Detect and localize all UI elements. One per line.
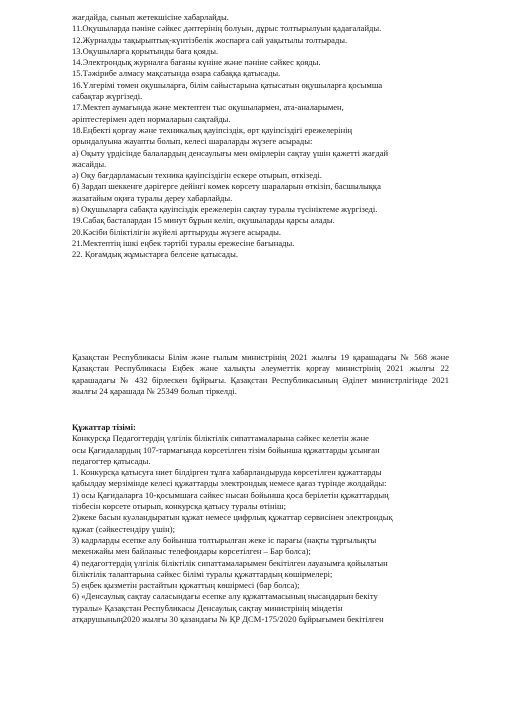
documents-line: мекенжайы мен байланыс телефондары көрсетілген – Бар болса);	[72, 546, 311, 557]
list-item: 18.Еңбекті қорғау және техникалық қауіпсіздік, өрт қауіпсіздігі ережелерінің	[72, 124, 353, 135]
list-item: 15.Тәжірибе алмасу мақсатында өзара сабаққа қатысады.	[72, 68, 281, 79]
list-item: жасайды.	[72, 158, 107, 169]
documents-line: педагогтер қатысады.	[72, 455, 151, 466]
legal-note: Қазақстан Республикасы Білім және ғылым министрінің 2021 жылғы 19 қарашадағы № 568 және Қазақстан Республикасы Еңбек және халықты әлеуметтік қорғау министрінің 2021 жылғы 22 қарашадағы № 432 бірлескен бұйрығы. Қазақстан Республикасының Әділет министрлігінде 2021 жылғы 24 қарашада № 25349 болып тіркелді.	[72, 352, 449, 396]
list-item: б) Зардап шеккенге дәрігерге дейінгі көмек көрсету шараларын өткізіп, басшылыққа	[72, 181, 381, 192]
documents-line: 4) педагогтердің үлгілік біліктілік сипаттамаларымен бекітілген лауазымға қойылатын	[72, 557, 388, 568]
documents-line: 1. Конкурсқа қатысуға ниет білдірген тұлға хабарландыруда көрсетілген құжаттарды	[72, 467, 382, 478]
documents-line: біліктілік талаптарына сәйкес білімі туралы құжаттардың көшірмелері;	[72, 568, 333, 579]
list-item: 21.Мектептің ішкі еңбек тәртібі туралы ережесіне бағынады.	[72, 237, 295, 248]
list-item: 13.Оқушыларға қорытынды баға қояды.	[72, 45, 219, 56]
list-item: орындалуына жауапты болып, келесі шараларды жүзеге асырады:	[72, 136, 313, 147]
list-item: 12.Журналды тақырыптық-күнтізбелік жоспарға сай уақытылы толтырады.	[72, 34, 348, 45]
documents-line: 3) кадрларды есепке алу бойынша толтырылған жеке іс парағы (нақты тұрғылықты	[72, 534, 377, 545]
list-item: 17.Мектеп аумағында және мектептен тыс оқушылармен, ата-аналарымен,	[72, 102, 344, 113]
list-item: ә) Оқу бағдарламасын техника қауіпсіздігін ескере отырып, өткізеді.	[72, 170, 322, 181]
documents-line: қабылдау мерзімінде келесі құжаттарды электрондық немесе қағаз түрінде жолдайды:	[72, 478, 387, 489]
duties-list	[72, 12, 452, 261]
list-item: жазатайым оқиға туралы дереу хабарлайды.	[72, 192, 233, 203]
documents-line: туралы» Қазақстан Республикасы Денсаулық сақтау министрінің міндетін	[72, 602, 343, 613]
list-item: жағдайда, сынып жетекшісіне хабарлайды.	[72, 12, 229, 22]
documents-line: 6) «Денсаулық сақтау саласындағы есепке алу құжаттамасының нысандарын бекіту	[72, 591, 378, 602]
list-item: 22. Қоғамдық жұмыстарға белсене қатысады.	[72, 249, 238, 260]
list-item: 16.Үлгерімі төмен оқушыларға, білім сайыстарына қатысатын оқушыларға қосымша	[72, 79, 383, 90]
documents-line: құжат (сәйкестендіру үшін);	[72, 523, 175, 534]
documents-line: тізбесін көрсете отырып, конкурсқа қатысу туралы өтініш;	[72, 501, 286, 512]
list-item: әріптестерімен әдеп нормаларын сақтайды.	[72, 113, 231, 124]
list-item: 14.Электрондық журналға бағаны күніне және пәніне сәйкес қояды.	[72, 57, 321, 68]
list-item: в) Оқушыларға сабақта қауіпсіздік ережелерін сақтау туралы түсініктеме жүргізеді.	[72, 204, 378, 215]
documents-line: 2)жеке басын куәландыратын құжат немесе цифрлық құжаттар сервисінен электрондық	[72, 512, 393, 523]
legal-note-section	[72, 352, 452, 397]
list-item: 11.Оқушыларда пәніне сәйкес дәптерінің болуын, дұрыс толтырылуын қадағалайды.	[72, 23, 382, 34]
list-item: 20.Кәсіби біліктілігін жүйелі арттыруды жүзеге асырады.	[72, 226, 282, 237]
documents-heading: Құжаттар тізімі:	[72, 422, 136, 432]
documents-line: осы Қағидалардың 107-тармағында көрсетілген тізім бойынша құжаттарды ұсынған	[72, 444, 380, 455]
documents-line: 5) еңбек қызметін растайтын құжаттың көшірмесі (бар болса);	[72, 580, 300, 591]
list-item: сабақтар жүргізеді.	[72, 91, 143, 102]
documents-line: Конкурсқа Педагогтердің үлгілік біліктілік сипаттамаларына сәйкес келетін және	[72, 433, 369, 444]
documents-line: 1) осы Қағидаларға 10-қосымшаға сәйкес нысан бойынша қоса берілетін құжаттардың	[72, 489, 389, 500]
list-item: 19.Сабақ басталардан 15 минут бұрын келіп, оқушыларды қарсы алады.	[72, 215, 335, 226]
documents-section	[72, 422, 452, 625]
documents-line: атқарушының2020 жылғы 30 қазандағы № ҚР ДСМ-175/2020 бұйрығымен бекітілген	[72, 614, 384, 625]
list-item: а) Оқыту үрдісінде балалардың денсаулығы мен өмірлерін сақтау үшін қажетті жағдай	[72, 147, 389, 158]
